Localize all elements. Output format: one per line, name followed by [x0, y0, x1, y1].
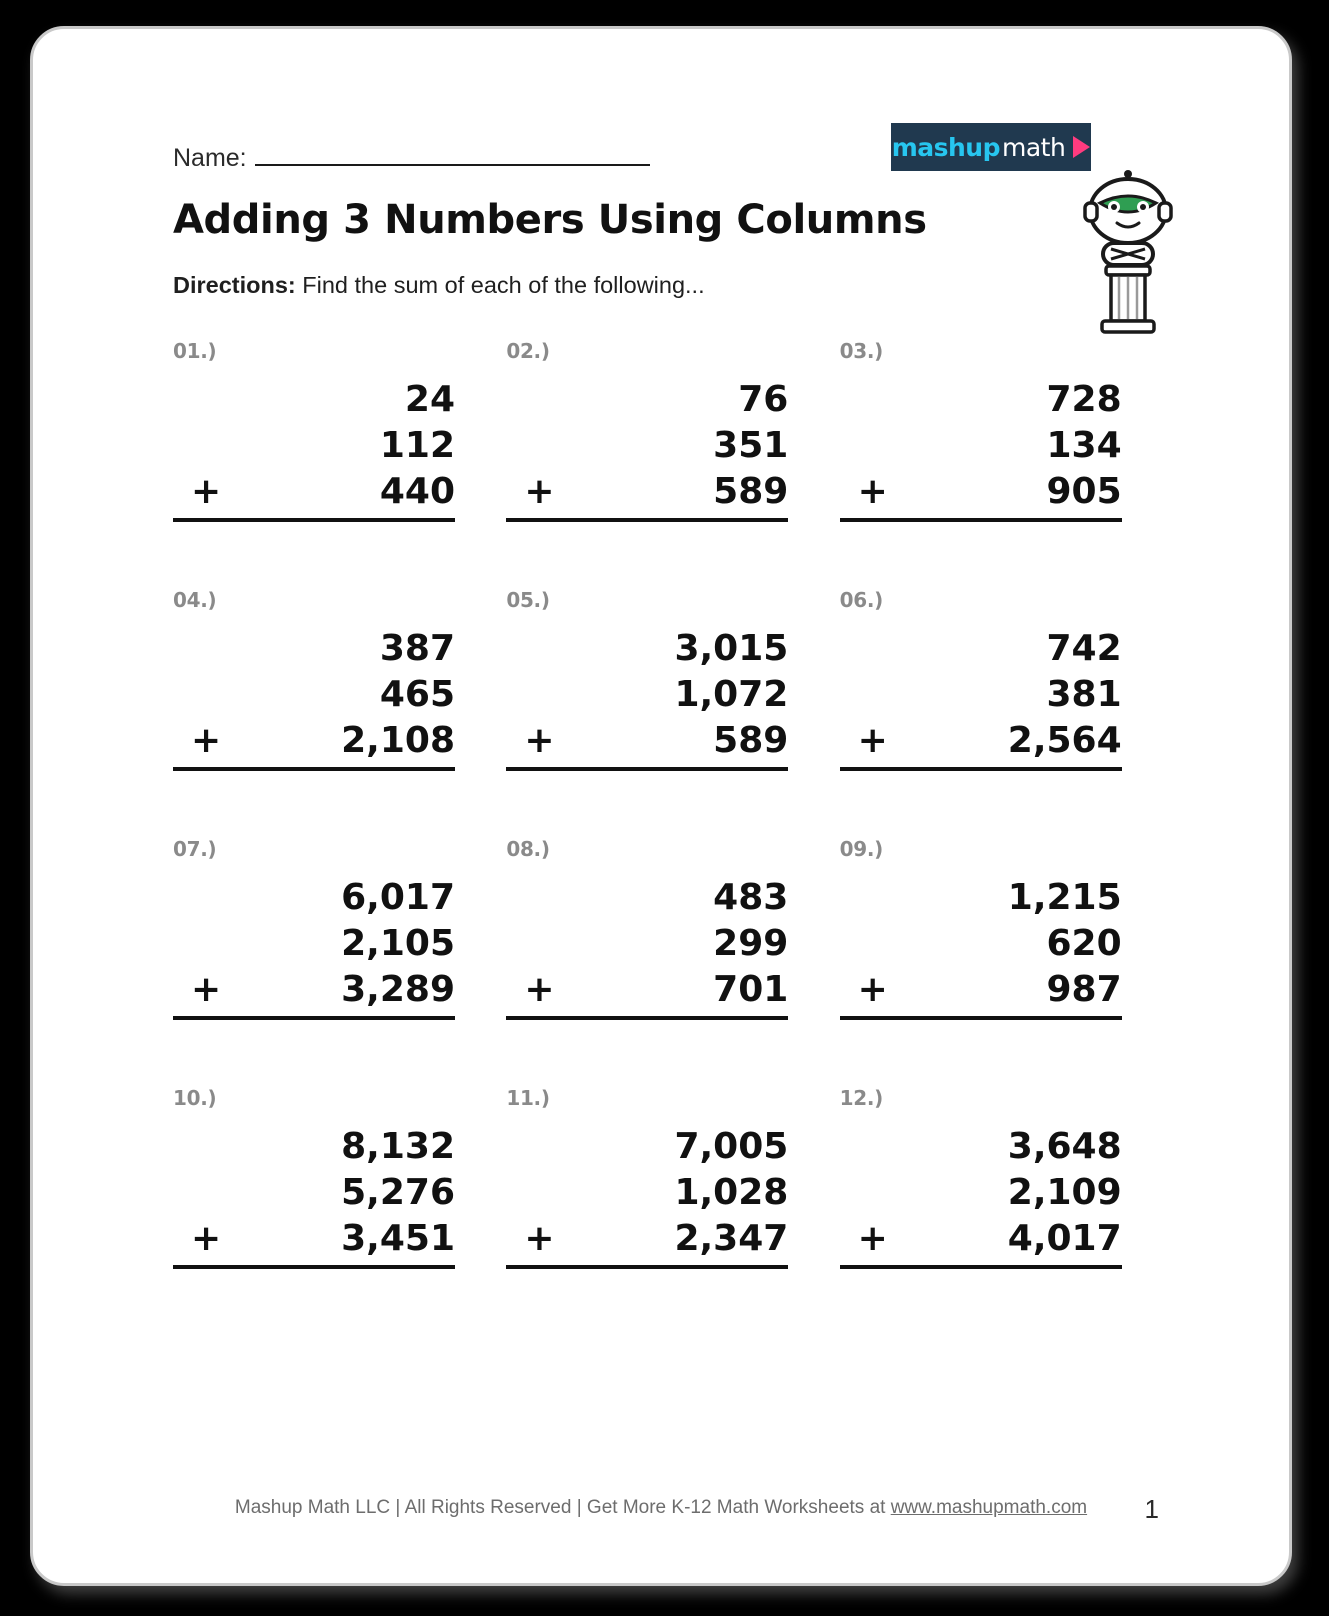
addend-row-last: [840, 469, 1122, 515]
addend-value: 589: [713, 471, 789, 513]
footer-text: [33, 1497, 1289, 1519]
plus-operator: +: [524, 720, 555, 762]
addend-row-last: [173, 718, 455, 764]
problem-item: [840, 1086, 1173, 1335]
addend-row: [173, 377, 455, 423]
problems-grid: [173, 339, 1173, 1335]
problem-item: [173, 588, 506, 837]
directions-label: Directions:: [173, 272, 296, 298]
problem-item: [173, 837, 506, 1086]
plus-operator: +: [191, 471, 222, 513]
problem-number: 05.): [506, 588, 550, 612]
addend-row: [173, 423, 455, 469]
addition-stack: [840, 377, 1122, 522]
addend-value: 589: [713, 720, 789, 762]
problem-item: [840, 588, 1173, 837]
footer-website-link[interactable]: www.mashupmath.com: [890, 1497, 1088, 1518]
sum-rule: [173, 1016, 455, 1020]
addend-value: 3,015: [674, 628, 789, 669]
addend-value: 6,017: [341, 877, 455, 918]
logo-brand-secondary: math: [1001, 132, 1066, 162]
addend-row: [506, 1170, 788, 1216]
plus-operator: +: [857, 720, 888, 762]
problem-item: [506, 339, 839, 588]
problem-item: [840, 837, 1173, 1086]
addend-value: 1,072: [674, 674, 789, 716]
plus-operator: +: [524, 471, 555, 513]
name-field-row: [173, 144, 650, 173]
addend-value: 76: [738, 379, 789, 420]
addend-row-last: [840, 1216, 1122, 1262]
addend-row: [840, 875, 1122, 921]
sum-rule: [840, 1016, 1122, 1020]
addend-row-last: [173, 1216, 455, 1262]
addend-value: 24: [404, 379, 455, 420]
problem-number: 01.): [173, 339, 217, 363]
addend-value: 3,648: [1007, 1126, 1122, 1167]
addend-row: [840, 377, 1122, 423]
plus-operator: +: [524, 969, 555, 1011]
sum-rule: [840, 767, 1122, 771]
worksheet-sheet: [30, 26, 1292, 1586]
directions-text: [173, 272, 705, 299]
addend-value: 134: [1046, 425, 1122, 467]
addend-value: 2,109: [1007, 1172, 1122, 1214]
addition-stack: [506, 875, 788, 1020]
sum-rule: [506, 1265, 788, 1269]
addend-row-last: [506, 469, 788, 515]
addend-row: [840, 423, 1122, 469]
plus-operator: +: [857, 1218, 888, 1260]
addend-value: 2,347: [674, 1218, 789, 1260]
problem-number: 04.): [173, 588, 217, 612]
addition-stack: [840, 875, 1122, 1020]
addition-stack: [506, 626, 788, 771]
sum-rule: [506, 1016, 788, 1020]
addend-row: [506, 875, 788, 921]
play-triangle-icon: [1073, 136, 1090, 158]
problem-number: 06.): [839, 588, 884, 612]
addition-stack: [173, 875, 455, 1020]
problem-number: 12.): [839, 1086, 884, 1110]
addend-row-last: [840, 718, 1122, 764]
page-title: Adding 3 Numbers Using Columns: [173, 197, 927, 243]
name-label: Name:: [173, 144, 247, 172]
directions-body: Find the sum of each of the following...: [295, 272, 705, 298]
addend-value: 620: [1046, 923, 1122, 965]
plus-operator: +: [857, 969, 888, 1011]
addend-row: [173, 1170, 455, 1216]
problem-number: 08.): [506, 837, 550, 861]
addend-value: 742: [1046, 628, 1122, 669]
addition-stack: [840, 626, 1122, 771]
addend-row: [840, 1124, 1122, 1170]
addend-row: [840, 921, 1122, 967]
addition-stack: [173, 1124, 455, 1269]
addend-value: 5,276: [341, 1172, 455, 1214]
addend-row-last: [506, 967, 788, 1013]
addend-value: 7,005: [674, 1126, 789, 1167]
addend-value: 3,451: [341, 1218, 455, 1260]
plus-operator: +: [191, 720, 222, 762]
addend-row: [506, 921, 788, 967]
addend-row-last: [173, 967, 455, 1013]
problem-item: [173, 1086, 506, 1335]
addend-row: [506, 626, 788, 672]
addend-value: 4,017: [1007, 1218, 1122, 1260]
addend-row-last: [173, 469, 455, 515]
addend-value: 387: [379, 628, 455, 669]
addend-row: [840, 626, 1122, 672]
problem-item: [840, 339, 1173, 588]
addend-value: 2,564: [1007, 720, 1122, 762]
problem-number: 10.): [173, 1086, 217, 1110]
addend-row-last: [506, 718, 788, 764]
problem-number: 02.): [506, 339, 550, 363]
sum-rule: [173, 518, 455, 522]
problem-item: [173, 339, 506, 588]
sum-rule: [173, 1265, 455, 1269]
addend-value: 987: [1046, 969, 1122, 1011]
addend-row: [173, 1124, 455, 1170]
sum-rule: [173, 767, 455, 771]
addition-stack: [173, 377, 455, 522]
addend-value: 1,215: [1007, 877, 1122, 918]
name-input-line[interactable]: [255, 146, 650, 166]
addend-value: 728: [1046, 379, 1122, 420]
addend-row: [506, 423, 788, 469]
robot-mascot-icon: [1073, 169, 1183, 344]
plus-operator: +: [524, 1218, 555, 1260]
problem-number: 03.): [839, 339, 884, 363]
addend-value: 299: [713, 923, 789, 965]
addend-row-last: [840, 967, 1122, 1013]
sum-rule: [506, 518, 788, 522]
problem-number: 09.): [839, 837, 884, 861]
plus-operator: +: [191, 1218, 222, 1260]
addend-value: 381: [1046, 674, 1122, 716]
addend-value: 1,028: [674, 1172, 789, 1214]
plus-operator: +: [191, 969, 222, 1011]
addend-row: [840, 672, 1122, 718]
sum-rule: [840, 518, 1122, 522]
mashup-math-logo[interactable]: [891, 123, 1091, 171]
addend-value: 701: [713, 969, 789, 1011]
addend-value: 3,289: [341, 969, 455, 1011]
problem-item: [506, 837, 839, 1086]
problem-item: [506, 1086, 839, 1335]
addend-row: [506, 1124, 788, 1170]
addition-stack: [506, 377, 788, 522]
addend-value: 112: [379, 425, 455, 467]
addend-value: 483: [713, 877, 789, 918]
sum-rule: [840, 1265, 1122, 1269]
addend-value: 8,132: [341, 1126, 455, 1167]
addend-row: [840, 1170, 1122, 1216]
addend-row: [173, 626, 455, 672]
addend-value: 351: [713, 425, 789, 467]
addend-row-last: [506, 1216, 788, 1262]
addition-stack: [840, 1124, 1122, 1269]
addend-value: 2,108: [341, 720, 455, 762]
addend-row: [506, 672, 788, 718]
footer-copyright: Mashup Math LLC | All Rights Reserved | Get More K-12 Math Worksheets at: [234, 1497, 891, 1518]
problem-number: 11.): [506, 1086, 550, 1110]
problem-number: 07.): [173, 837, 217, 861]
addition-stack: [173, 626, 455, 771]
addend-row: [173, 672, 455, 718]
addend-value: 2,105: [341, 923, 455, 965]
addend-value: 905: [1046, 471, 1122, 513]
plus-operator: +: [857, 471, 888, 513]
page-number: 1: [1144, 1494, 1159, 1524]
addition-stack: [506, 1124, 788, 1269]
problem-item: [506, 588, 839, 837]
sum-rule: [506, 767, 788, 771]
addend-row: [506, 377, 788, 423]
logo-brand-primary: mashup: [891, 132, 1000, 162]
addend-value: 465: [379, 674, 455, 716]
addend-row: [173, 921, 455, 967]
addend-row: [173, 875, 455, 921]
addend-value: 440: [379, 471, 455, 513]
